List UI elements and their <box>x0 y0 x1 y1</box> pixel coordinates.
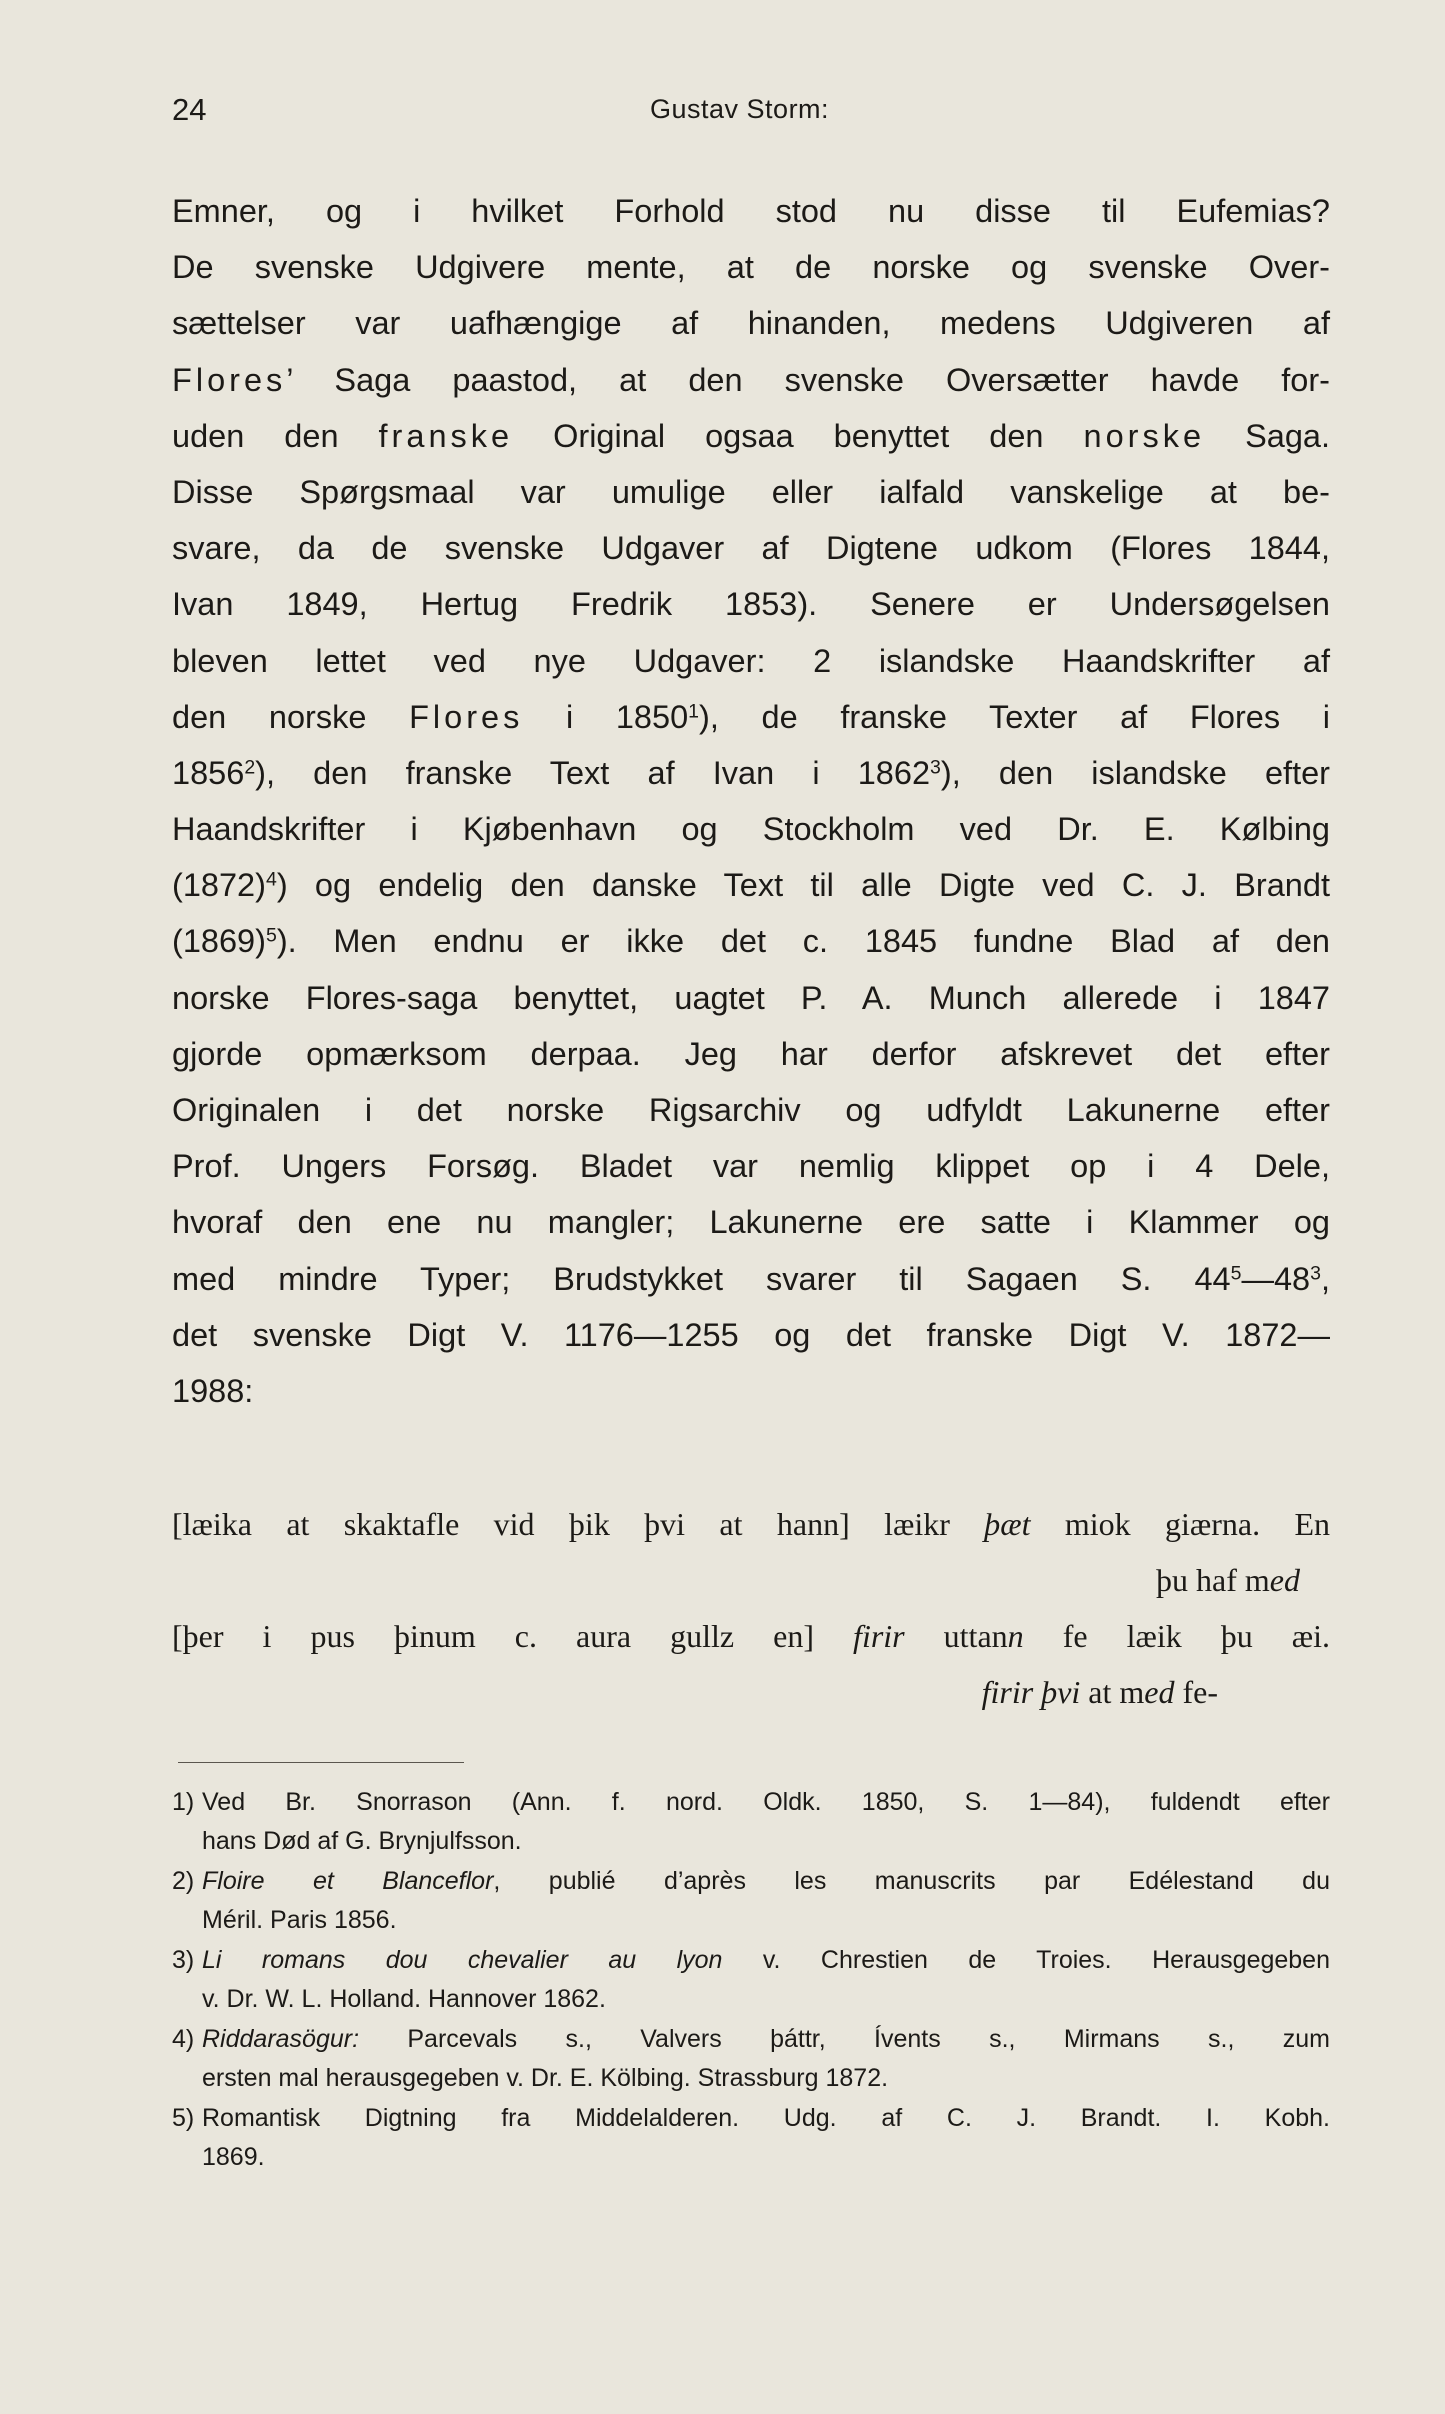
text-line <box>172 408 1330 464</box>
footnote-line: v. Dr. W. L. Holland. Hannover 1862. <box>202 1985 606 2013</box>
page-header <box>170 92 1330 132</box>
footnote-line: Méril. Paris 1856. <box>202 1906 397 1934</box>
text-line: 1988: <box>172 1372 254 1409</box>
footnote-line <box>202 2020 1330 2059</box>
italic-title: Riddarasögur: <box>202 2025 360 2053</box>
footnote-mark: 5) <box>172 2104 195 2132</box>
footnote-line: 1869. <box>202 2143 265 2171</box>
text-segment: ), den franske Text af Ivan i 1862 <box>255 754 931 791</box>
footnote-divider <box>178 1762 464 1763</box>
text-line: svare, da de svenske Udgaver af Digtene udkom (Flores 1844, <box>172 530 1330 567</box>
text-line <box>172 857 1330 913</box>
text-line: hvoraf den ene nu mangler; Lakunerne ere satte i Klammer og <box>172 1204 1330 1241</box>
text-segment: uttan <box>904 1618 1008 1654</box>
text-line: gjorde opmærksom derpaa. Jeg har derfor afskrevet det efter <box>172 1035 1330 1072</box>
text-line: det svenske Digt V. 1176—1255 og det franske Digt V. 1872— <box>172 1316 1330 1353</box>
text-segment: þu haf m <box>1156 1562 1270 1598</box>
text-segment: med mindre Typer; Brudstykket svarer til Sagaen S. 44 <box>172 1260 1231 1297</box>
text-segment: fe- <box>1174 1674 1218 1710</box>
text-segment: uden den <box>172 417 339 454</box>
text-segment: ) og endelig den danske Text til alle Digte ved C. J. Brandt <box>276 867 1330 904</box>
text-line: Ivan 1849, Hertug Fredrik 1853). Senere er Undersøgelsen <box>172 586 1330 623</box>
text-segment: i 1850 <box>566 698 689 735</box>
text-segment: v. Chrestien de Troies. Herausgegeben <box>722 1946 1330 1974</box>
footnote-4 <box>172 2020 1330 2098</box>
superscript: 3 <box>1310 1261 1321 1284</box>
italic-title: Li romans dou chevalier au lyon <box>202 1946 723 1974</box>
text-line: sættelser var uafhængige af hinanden, medens Udgiveren af <box>172 305 1330 342</box>
italic-segment: þvi <box>1041 1674 1081 1710</box>
footnote-ref: 3 <box>930 756 941 779</box>
italic-segment: n <box>1007 1618 1024 1654</box>
text-segment <box>1033 1674 1041 1710</box>
footnote-line: Ved Br. Snorrason (Ann. f. nord. Oldk. 1850, S. 1—84), fuldendt efter <box>202 1788 1330 1816</box>
running-head: Gustav Storm: <box>650 94 830 124</box>
footnote-line: Romantisk Digtning fra Middelalderen. Udg. af C. J. Brandt. I. Kobh. <box>202 2104 1330 2132</box>
excerpt-line <box>172 1552 1330 1608</box>
footnote-ref: 2 <box>244 756 256 779</box>
text-segment: , <box>1320 1260 1330 1297</box>
text-segment: (1872) <box>172 867 266 904</box>
italic-title: Floire et Blanceflor <box>202 1867 494 1895</box>
text-line <box>172 745 1330 801</box>
footnote-mark: 4) <box>172 2025 195 2053</box>
excerpt-line <box>172 1664 1330 1720</box>
footnote-5 <box>172 2099 1330 2177</box>
spaced-word: Flores <box>172 361 287 398</box>
italic-segment: firir <box>981 1674 1034 1710</box>
italic-segment: firir <box>853 1618 905 1654</box>
text-segment: ), den islandske efter <box>940 754 1330 791</box>
superscript: 5 <box>1230 1261 1242 1284</box>
excerpt-line <box>172 1608 1330 1664</box>
text-segment: ’ Saga paastod, at den svenske Oversætter havde for- <box>286 361 1330 398</box>
text-line: bleven lettet ved nye Udgaver: 2 islandske Haandskrifter af <box>172 642 1330 679</box>
text-line <box>172 913 1330 969</box>
page-number: 24 <box>172 92 207 127</box>
text-segment: Original ogsaa benyttet den <box>553 417 1044 454</box>
footnote-3 <box>172 1941 1330 2019</box>
footnote-line: hans Død af G. Brynjulfsson. <box>202 1827 522 1855</box>
main-text <box>172 183 1330 1419</box>
footnote-line: ersten mal herausgegeben v. Dr. E. Kölbing. Strassburg 1872. <box>202 2064 889 2092</box>
spaced-word: norske <box>1083 417 1206 454</box>
text-line: Prof. Ungers Forsøg. Bladet var nemlig klippet op i 4 Dele, <box>172 1148 1330 1185</box>
text-line: Originalen i det norske Rigsarchiv og udfyldt Lakunerne efter <box>172 1092 1330 1128</box>
text-segment: 1856 <box>172 754 245 791</box>
footnote-mark: 2) <box>172 1867 195 1895</box>
italic-segment: þæt <box>984 1506 1031 1542</box>
old-norse-excerpt <box>172 1496 1330 1720</box>
footnote-mark: 1) <box>172 1788 195 1816</box>
text-line: De svenske Udgivere mente, at de norske og svenske Over- <box>172 249 1330 286</box>
italic-segment: ed <box>1269 1562 1300 1598</box>
text-segment: ). Men endnu er ikke det c. 1845 fundne Blad af den <box>276 923 1330 960</box>
footnote-line <box>202 1941 1330 1980</box>
text-line <box>172 352 1330 408</box>
text-line: Haandskrifter i Kjøbenhavn og Stockholm ved Dr. E. Kølbing <box>172 811 1330 848</box>
text-line: norske Flores-saga benyttet, uagtet P. A. Munch allerede i 1847 <box>172 979 1330 1016</box>
spaced-word: franske <box>378 417 514 454</box>
text-segment: [læika at skaktafle vid þik þvi at hann] læikr <box>172 1506 985 1542</box>
text-segment: Saga. <box>1245 417 1330 454</box>
text-segment: miok giærna. En <box>1030 1506 1331 1542</box>
footnotes <box>172 1783 1330 2178</box>
footnote-ref: 4 <box>265 868 277 891</box>
footnote-ref: 1 <box>688 699 700 722</box>
text-line <box>172 1251 1330 1307</box>
text-line: Disse Spørgsmaal var umulige eller ialfald vanskelige at be- <box>172 473 1330 510</box>
text-segment: —48 <box>1241 1260 1311 1297</box>
text-segment: , publié d’après les manuscrits par Edélestand du <box>493 1867 1330 1895</box>
excerpt-line <box>172 1496 1330 1552</box>
footnote-2 <box>172 1862 1330 1940</box>
text-segment: den norske <box>172 698 367 735</box>
text-line: Emner, og i hvilket Forhold stod nu disse til Eufemias? <box>172 193 1330 229</box>
spaced-word: Flores <box>409 698 524 735</box>
text-segment: [þer i pus þinum c. aura gullz en] <box>172 1618 854 1654</box>
footnote-mark: 3) <box>172 1946 195 1974</box>
text-line <box>172 689 1330 745</box>
footnote-1 <box>172 1783 1330 1861</box>
footnote-ref: 5 <box>265 924 277 947</box>
text-segment: at m <box>1080 1674 1145 1710</box>
text-segment: (1869) <box>172 923 266 960</box>
footnote-line <box>202 1862 1330 1901</box>
text-segment: Parcevals s., Valvers þáttr, Ívents s., Mirmans s., zum <box>359 2025 1330 2053</box>
italic-segment: ed <box>1144 1674 1175 1710</box>
text-segment: ), de franske Texter af Flores i <box>699 698 1330 735</box>
text-segment: fe læik þu æi. <box>1023 1618 1331 1654</box>
